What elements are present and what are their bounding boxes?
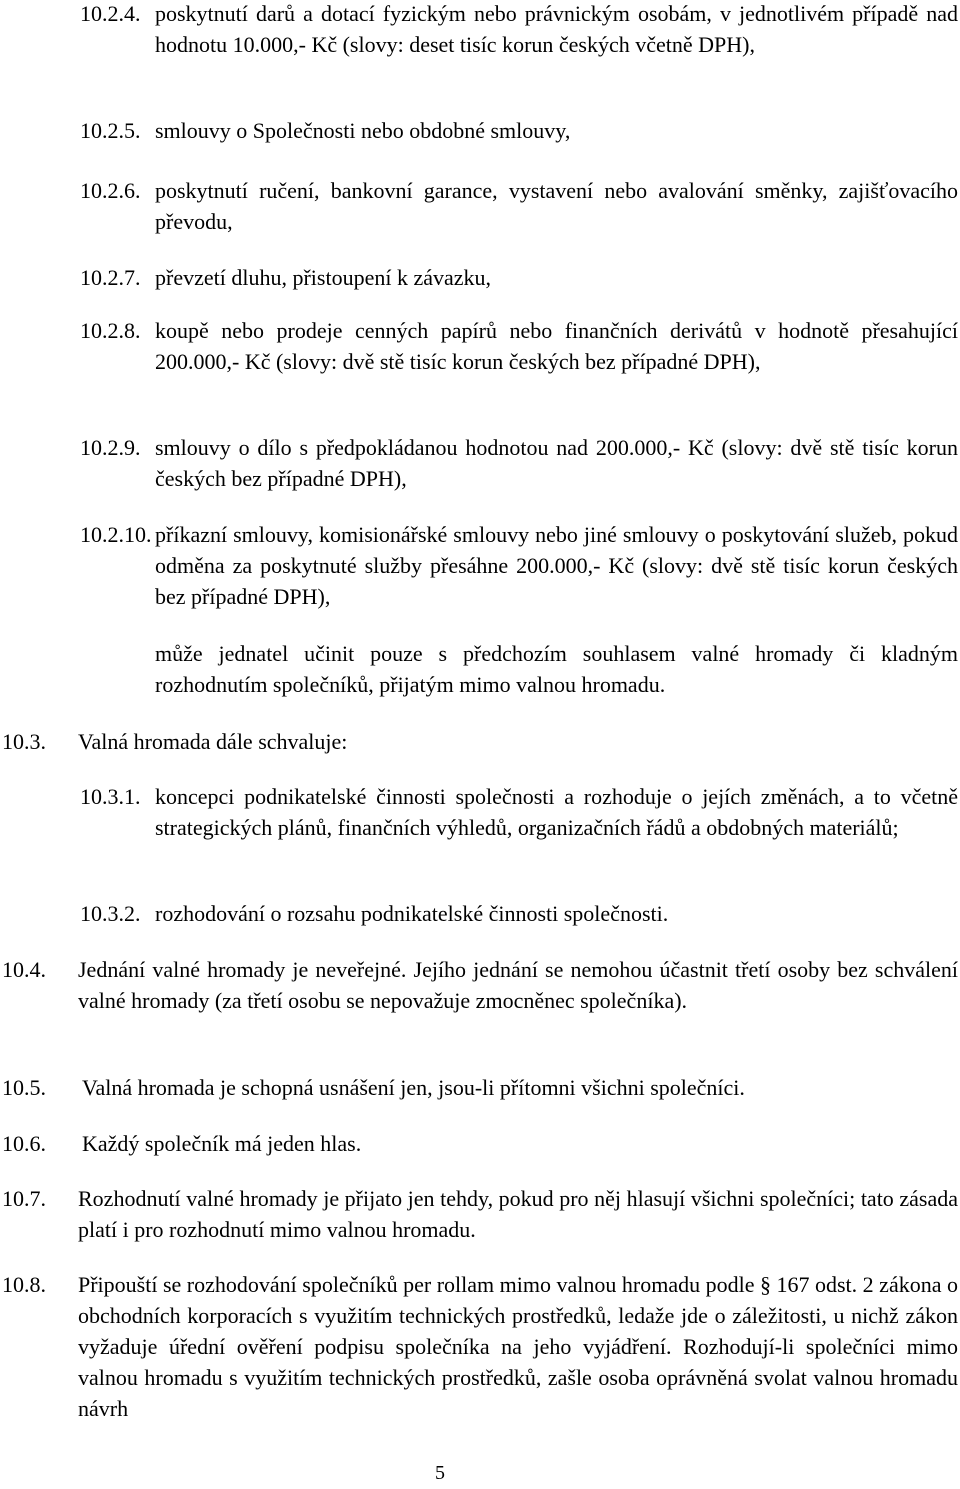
- clause-number: 10.2.6.: [80, 178, 141, 203]
- clause-10-6: [2, 1128, 958, 1159]
- clause-number: 10.3.1.: [80, 784, 141, 809]
- page-number: 5: [435, 1462, 445, 1484]
- clause-10-8: [2, 1269, 958, 1424]
- clause-text: Připouští se rozhodování společníků per rollam mimo valnou hromadu podle § 167 odst. 2 zákona o obchodních korporacích s využitím technických prostředků, ledaže jde o záležitosti, u nichž zákon vyžaduje úřední ověření podpisu společníka na jeho vyjádření. Rozhodují-li společníci mimo valnou hromadu s využitím technických prostředků, zašle osoba oprávněná svolat valnou hromadu návrh: [78, 1272, 958, 1421]
- clause-number: 10.2.7.: [80, 265, 141, 290]
- clause-text: Každý společník má jeden hlas.: [82, 1131, 362, 1156]
- clause-text: poskytnutí ručení, bankovní garance, vystavení nebo avalování směnky, zajišťovacího převodu,: [155, 178, 958, 234]
- clause-text: smlouvy o Společnosti nebo obdobné smlouvy,: [155, 118, 571, 143]
- clause-number: 10.2.8.: [80, 318, 141, 343]
- clause-text: převzetí dluhu, přistoupení k závazku,: [155, 265, 492, 290]
- clause-text: Rozhodnutí valné hromady je přijato jen tehdy, pokud pro něj hlasují všichni společníci; tato zásada platí i pro rozhodnutí mimo valnou hromadu.: [78, 1186, 958, 1242]
- clause-number: 10.2.10.: [80, 522, 152, 547]
- clause-10-2-9: [80, 432, 958, 494]
- clause-10-4: [2, 954, 958, 1016]
- clause-10-2-4: [80, 0, 958, 60]
- clause-number: 10.7.: [2, 1186, 46, 1211]
- clause-text: rozhodování o rozsahu podnikatelské činnosti společnosti.: [155, 901, 669, 926]
- clause-number: 10.3.: [2, 729, 46, 754]
- clause-number: 10.2.9.: [80, 435, 141, 460]
- clause-10-3-1: [80, 781, 958, 843]
- clause-text: Jednání valné hromady je neveřejné. Jejího jednání se nemohou účastnit třetí osoby bez schválení valné hromady (za třetí osobu se nepovažuje zmocněnec společníka).: [78, 957, 958, 1013]
- clause-text: koncepci podnikatelské činnosti společnosti a rozhoduje o jejích změnách, a to včetně strategických plánů, finančních výhledů, organizačních řádů a obdobných materiálů;: [155, 784, 958, 840]
- clause-number: 10.3.2.: [80, 901, 141, 926]
- clause-number: 10.5.: [2, 1075, 46, 1100]
- clause-text: poskytnutí darů a dotací fyzickým nebo právnickým osobám, v jednotlivém případě nad hodnotu 10.000,- Kč (slovy: deset tisíc korun českých včetně DPH),: [155, 1, 958, 57]
- clause-text: příkazní smlouvy, komisionářské smlouvy nebo jiné smlouvy o poskytování služeb, pokud odměna za poskytnuté služby přesáhne 200.000,- Kč (slovy: dvě stě tisíc korun českých bez případné DPH),: [155, 522, 958, 609]
- clause-10-2-6: [80, 175, 958, 237]
- clause-10-3: [2, 726, 958, 757]
- clause-text: Valná hromada dále schvaluje:: [78, 729, 348, 754]
- clause-10-3-2: [80, 898, 958, 929]
- clause-text: Valná hromada je schopná usnášení jen, jsou-li přítomni všichni společníci.: [82, 1075, 745, 1100]
- clause-number: 10.2.4.: [80, 1, 141, 26]
- clause-text: koupě nebo prodeje cenných papírů nebo finančních derivátů v hodnotě přesahující 200.000,- Kč (slovy: dvě stě tisíc korun českých bez případné DPH),: [155, 318, 958, 374]
- clause-10-5: [2, 1072, 958, 1103]
- consent-paragraph: může jednatel učinit pouze s předchozím souhlasem valné hromady či kladným rozhodnutím společníků, přijatým mimo valnou hromadu.: [155, 641, 958, 697]
- clause-10-2-8: [80, 315, 958, 377]
- clause-10-2-7: [80, 262, 958, 293]
- clause-number: 10.6.: [2, 1131, 46, 1156]
- clause-10-2-5: [80, 115, 958, 146]
- clause-10-2-10: [80, 519, 958, 612]
- clause-number: 10.2.5.: [80, 118, 141, 143]
- clause-text: smlouvy o dílo s předpokládanou hodnotou nad 200.000,- Kč (slovy: dvě stě tisíc korun českých bez případné DPH),: [155, 435, 958, 491]
- clause-10-7: [2, 1183, 958, 1245]
- clause-number: 10.4.: [2, 957, 46, 982]
- clause-number: 10.8.: [2, 1272, 46, 1297]
